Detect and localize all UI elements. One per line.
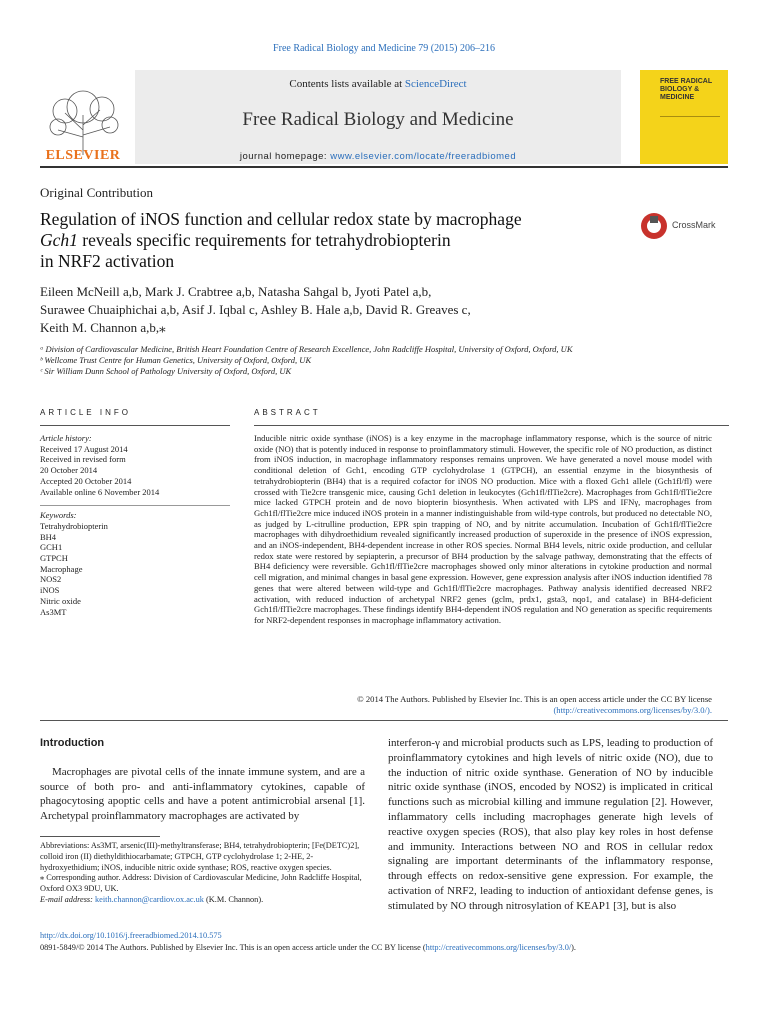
- history-item: 20 October 2014: [40, 465, 98, 476]
- crossmark-icon: [640, 212, 668, 240]
- keyword: Tetrahydrobiopterin: [40, 520, 108, 531]
- contents-prefix: Contents lists available at: [289, 78, 405, 90]
- abstract-copyright: [254, 694, 712, 716]
- issn-text: 0891-5849/© 2014 The Authors. Published by Elsevier Inc. This is an open access article under the CC BY license (: [40, 942, 426, 952]
- bottom-metadata: [40, 930, 728, 953]
- title-gene-name: Gch1: [40, 230, 78, 250]
- header-rule: [40, 166, 728, 168]
- email-suffix: (K.M. Channon).: [203, 894, 264, 904]
- history-item: Available online 6 November 2014: [40, 486, 160, 497]
- corresponding-author-note: ⁎ Corresponding author. Address: Division of Cardiovascular Medicine, John Radcliffe Hospital, Oxford OX3 9DU, UK.: [40, 873, 362, 894]
- crossmark-label: CrossMark: [672, 220, 716, 230]
- history-item: Received in revised form: [40, 454, 126, 465]
- history-item: Accepted 20 October 2014: [40, 475, 132, 486]
- sciencedirect-link[interactable]: ScienceDirect: [404, 78, 467, 90]
- title-line-2: [40, 230, 620, 251]
- bottom-license-link[interactable]: http://creativecommons.org/licenses/by/3.0/: [425, 942, 572, 952]
- abbreviations-note: Abbreviations: As3MT, arsenic(III)-methyltransferase; BH4, tetrahydrobiopterin; [Fe(DETC)2], colloid iron (II) diethyldithiocarbamate; GTPCH, GTP cyclohydrolase 1; 2-HE, 2-hydroxyethidium; iNOS, inducible nitric oxide synthase; ROS, reactive oxygen species.: [40, 841, 360, 872]
- abstract-rule-top: [254, 425, 729, 426]
- info-divider: [40, 497, 230, 506]
- issn-line: [40, 942, 728, 954]
- abstract-heading: ABSTRACT: [254, 408, 321, 417]
- homepage-prefix: journal homepage:: [239, 151, 331, 162]
- author-list: [40, 283, 680, 337]
- article-info-heading: ARTICLE INFO: [40, 408, 131, 417]
- homepage-link[interactable]: www.elsevier.com/locate/freeradbiomed: [330, 151, 517, 162]
- authors-line-1: Eileen McNeill a,b, Mark J. Crabtree a,b, Natasha Sahgal b, Jyoti Patel a,b,: [40, 284, 432, 299]
- journal-citation[interactable]: Free Radical Biology and Medicine 79 (2015) 206–216: [273, 43, 495, 54]
- title-line-1: Regulation of iNOS function and cellular redox state by macrophage: [40, 209, 522, 229]
- keywords-label: Keywords:: [40, 510, 77, 521]
- title-line-2-rest: reveals specific requirements for tetrahydrobiopterin: [77, 230, 451, 250]
- copyright-text: © 2014 The Authors. Published by Elsevier Inc. This is an open access article under the CC BY license: [357, 694, 712, 704]
- history-item: Received 17 August 2014: [40, 443, 128, 454]
- contents-line: [135, 78, 621, 90]
- keyword: Nitric oxide: [40, 595, 81, 606]
- affiliation-b: ᵇ Wellcome Trust Centre for Human Genetics, University of Oxford, Oxford, UK: [40, 355, 312, 365]
- doi-link[interactable]: http://dx.doi.org/10.1016/j.freeradbiomed.2014.10.575: [40, 931, 222, 940]
- publisher-logo-text: ELSEVIER: [45, 148, 121, 163]
- email-link[interactable]: keith.channon@cardiov.ox.ac.uk: [95, 894, 204, 904]
- history-label: Article history:: [40, 433, 92, 443]
- keyword: GTPCH: [40, 553, 68, 564]
- article-info-rule: [40, 425, 230, 426]
- email-note: [40, 895, 365, 906]
- crossmark-badge[interactable]: [640, 212, 740, 240]
- journal-cover-thumbnail[interactable]: [640, 70, 728, 164]
- keyword: Macrophage: [40, 563, 83, 574]
- abstract-text: Inducible nitric oxide synthase (iNOS) is a key enzyme in the macrophage inflammatory response, which is the source of nitric oxide (NO) that is potently induced in response to proinflammatory stimuli. However, the specific role of NO production, as distinct from iNOS induction, in macrophage inflammatory responses remains unproven. We have generated a novel mouse model with conditional deletion of Gch1, encoding GTP cyclohydrolase 1 (GTPCH), an essential enzyme in the biosynthesis of tetrahydrobiopterin (BH4) that is a required cofactor for iNOS NO production. Mice with a floxed Gch1 allele (Gch1fl/fl) were crossed with Tie2cre transgenic mice, causing Gch1 deletion in leukocytes (Gch1fl/flTie2cre). Macrophages from Gch1fl/flTie2cre mice lacked GTPCH protein and de novo biopterin biosynthesis. When activated with LPS and IFNγ, macrophages from Gch1fl/flTie2cre mice induced iNOS protein in a manner indistinguishable from wild-type controls, but produced no detectable NO, as judged by L-citrulline production, EPR spin trapping of NO, and by nitrite accumulation. Incubation of Gch1fl/flTie2cre macrophages with dihydroethidium revealed significantly increased production of superoxide in the presence of iNOS expression, and an iNOS-independent, BH4-dependent increase in other ROS species. Normal BH4 levels, nitric oxide production, and cellular redox state were restored by sepiapterin, a precursor of BH4 production by the salvage pathway, demonstrating that the effects of BH4 deficiency were reversible. Gch1fl/flTie2cre macrophages showed only minor alterations in cytokine production and normal cell migration, and minimal changes in basal gene expression. However, gene expression analysis after iNOS induction identified 78 genes that were altered between wild-type and Gch1fl/flTie2cre macrophages. Pathway analysis identified decreased NRF2 activation, with reduced induction of archetypal NRF2 genes (gclm, prdx1, gsta3, nqo1, and catalase) in BH4-deficient Gch1fl/flTie2cre macrophages. These findings identify BH4-dependent iNOS regulation and NO generation as specific requirements for NRF2-dependent responses in macrophage inflammatory activation.: [254, 433, 712, 625]
- issn-end: ).: [571, 942, 576, 952]
- email-label: E-mail address:: [40, 894, 95, 904]
- cover-title: FREE RADICAL BIOLOGY & MEDICINE: [660, 78, 712, 101]
- article-type: Original Contribution: [40, 185, 154, 200]
- keyword: BH4: [40, 531, 57, 542]
- abstract-rule-bottom: [40, 720, 728, 721]
- title-line-3: in NRF2 activation: [40, 251, 175, 271]
- intro-column-2: interferon-γ and microbial products such as LPS, leading to production of proinflammatory cytokines and high levels of nitric oxide (NO), due to the induction of nitric oxide synthase. Generation of NO by inducible nitric oxide synthase (iNOS, encoded by NOS2) is implicated in critical functions such as microbial killing and immune regulation [2]. However, inflammatory cells including macrophages generate high levels of reactive oxygen species (ROS), that also play key roles in host defense and immunity. Interactions between NO and ROS in cellular redox signaling are important determinants of the inflammatory response, through effects on redox-sensitive gene expression. For example, the activation of NRF2, leading to induction of antioxidant defense genes, is stimulated by NO through nitrosylation of KEAP1 [3], but is also: [388, 737, 713, 912]
- footnote-rule: [40, 836, 160, 837]
- keyword: As3MT: [40, 606, 67, 617]
- keyword: GCH1: [40, 542, 63, 553]
- keyword: NOS2: [40, 574, 62, 585]
- authors-line-2: Surawee Chuaiphichai a,b, Asif J. Iqbal c, Ashley B. Hale a,b, David R. Greaves c,: [40, 302, 471, 317]
- affiliation-c: ᶜ Sir William Dunn School of Pathology University of Oxford, Oxford, UK: [40, 366, 292, 376]
- cover-contents-lines: [660, 116, 720, 157]
- authors-line-3: Keith M. Channon a,b,⁎: [40, 320, 166, 335]
- license-link[interactable]: (http://creativecommons.org/licenses/by/3.0/).: [553, 705, 712, 715]
- article-title: [40, 209, 620, 272]
- footnotes: [40, 841, 365, 906]
- keyword: iNOS: [40, 585, 60, 596]
- intro-column-1: Macrophages are pivotal cells of the innate immune system, and are a source of both pro- and anti-inflammatory cytokines, capable of phagocytosing apoptic cells and have a potent antimicrobial arsenal [1]. Archetypal proinflammatory macrophages are activated by: [40, 766, 365, 822]
- journal-title: Free Radical Biology and Medicine: [242, 109, 514, 130]
- journal-homepage: [135, 151, 621, 162]
- affiliations: [40, 344, 680, 377]
- affiliation-a: ᵃ Division of Cardiovascular Medicine, British Heart Foundation Centre of Research Excellence, John Radcliffe Hospital, University of Oxford, Oxford, UK: [40, 344, 573, 354]
- introduction-heading: Introduction: [40, 737, 105, 749]
- article-info: [40, 433, 240, 617]
